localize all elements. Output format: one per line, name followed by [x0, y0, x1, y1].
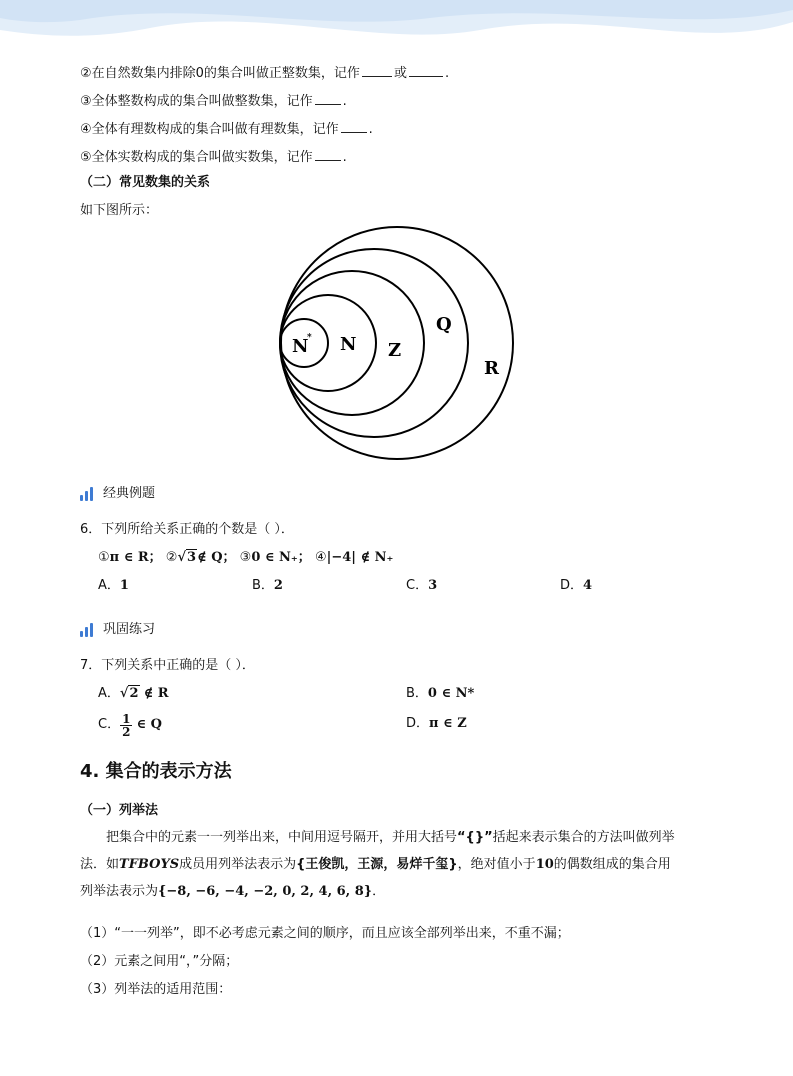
line-text: ⑤全体实数构成的集合叫做实数集，记作: [80, 150, 313, 165]
example-tag: [80, 485, 155, 503]
q6-item-1: π ∈ R；: [109, 550, 162, 565]
q6-option-a[interactable]: A．1: [98, 578, 129, 593]
label-Z: Z: [388, 340, 402, 361]
item-marker: ①: [98, 550, 110, 565]
paragraph-line: 把集合中的元素一一列举出来，中间用逗号隔开，并用大括号“{}”括起来表示集合的方法叫做列举: [106, 830, 675, 845]
subsection-heading: （一）列举法: [80, 803, 159, 818]
q6-item-4: |−4| ∉ N₊: [326, 550, 394, 565]
note-2: （2）元素之间用“，”分隔；: [80, 954, 239, 969]
label-N-star: N: [292, 336, 309, 357]
label-N-star-sup: *: [307, 333, 312, 343]
line-text: ②在自然数集内排除0的集合叫做正整数集，记作: [80, 66, 360, 81]
line-text: .: [444, 66, 450, 81]
q6-option-d[interactable]: D．4: [560, 578, 593, 593]
q6-option-c[interactable]: C．3: [406, 578, 438, 593]
note-3: （3）列举法的适用范围：: [80, 982, 232, 997]
line-text: ④全体有理数构成的集合叫做有理数集，记作: [80, 122, 339, 137]
label-N: N: [340, 334, 357, 355]
fraction: $\frac{1}{2}$: [122, 711, 131, 739]
line-text: ③全体整数构成的集合叫做整数集，记作: [80, 94, 313, 109]
answer-blank[interactable]: [315, 90, 341, 105]
section-4-title: 4. 集合的表示方法: [80, 761, 232, 782]
item-marker: ④: [314, 550, 327, 565]
sqrt-expression: √3: [177, 550, 197, 565]
number-sets-diagram: [270, 222, 520, 468]
answer-blank[interactable]: [341, 118, 367, 133]
answer-blank[interactable]: [409, 62, 443, 77]
enumeration-paragraph: [80, 824, 710, 905]
q6-item-3: 0 ∈ N₊；: [251, 550, 311, 565]
header-wave-banner: [0, 0, 793, 60]
line-text: .: [342, 150, 347, 165]
paragraph-line: 法．如TFBOYS成员用列举法表示为{王俊凯，王源，易烊千玺}，绝对值小于10的偶数组成的集合用: [80, 857, 671, 872]
item-marker: ③: [239, 550, 252, 565]
line-text: .: [342, 94, 347, 109]
label-R: R: [484, 358, 499, 379]
line-text: .: [368, 122, 373, 137]
practice-tag: [80, 621, 155, 639]
answer-blank[interactable]: [362, 62, 392, 77]
q7-option-d[interactable]: D．π ∈ Z: [406, 716, 467, 731]
q6-option-b[interactable]: B．2: [252, 578, 283, 593]
paragraph-line: 列举法表示为{−8, −6, −4, −2, 0, 2, 4, 6, 8}．: [80, 884, 386, 899]
q7-stem: 7．下列关系中正确的是（ ）．: [80, 658, 255, 673]
practice-tag-label: 巩固练习: [103, 622, 156, 637]
line-text: 或: [393, 66, 407, 81]
figure-intro: 如下图所示：: [80, 203, 159, 218]
bar-chart-icon: [80, 487, 93, 501]
sqrt-expression: √2: [119, 686, 139, 701]
bar-chart-icon: [80, 623, 93, 637]
q6-item-2: ∉ Q；: [197, 550, 236, 565]
line-positive-integers: [80, 62, 449, 83]
line-integers: [80, 90, 347, 111]
example-tag-label: 经典例题: [103, 486, 156, 501]
q7-option-c[interactable]: C． $\frac{1}{2}$ ∈ Q: [98, 711, 162, 739]
line-rationals: [80, 118, 373, 139]
answer-blank[interactable]: [315, 146, 341, 161]
q6-stem: 6．下列所给关系正确的个数是（ ）．: [80, 522, 294, 537]
q7-option-b[interactable]: B．0 ∈ N*: [406, 686, 475, 701]
q6-items: [98, 549, 393, 567]
line-reals: [80, 146, 347, 167]
q7-option-a[interactable]: A．√2 ∉ R: [98, 686, 169, 701]
item-marker: ②: [165, 550, 178, 565]
label-Q: Q: [436, 314, 452, 335]
note-1: （1）“一一列举”，即不必考虑元素之间的顺序，而且应该全部列举出来，不重不漏；: [80, 926, 570, 941]
subsection-heading: （二）常见数集的关系: [80, 175, 211, 190]
